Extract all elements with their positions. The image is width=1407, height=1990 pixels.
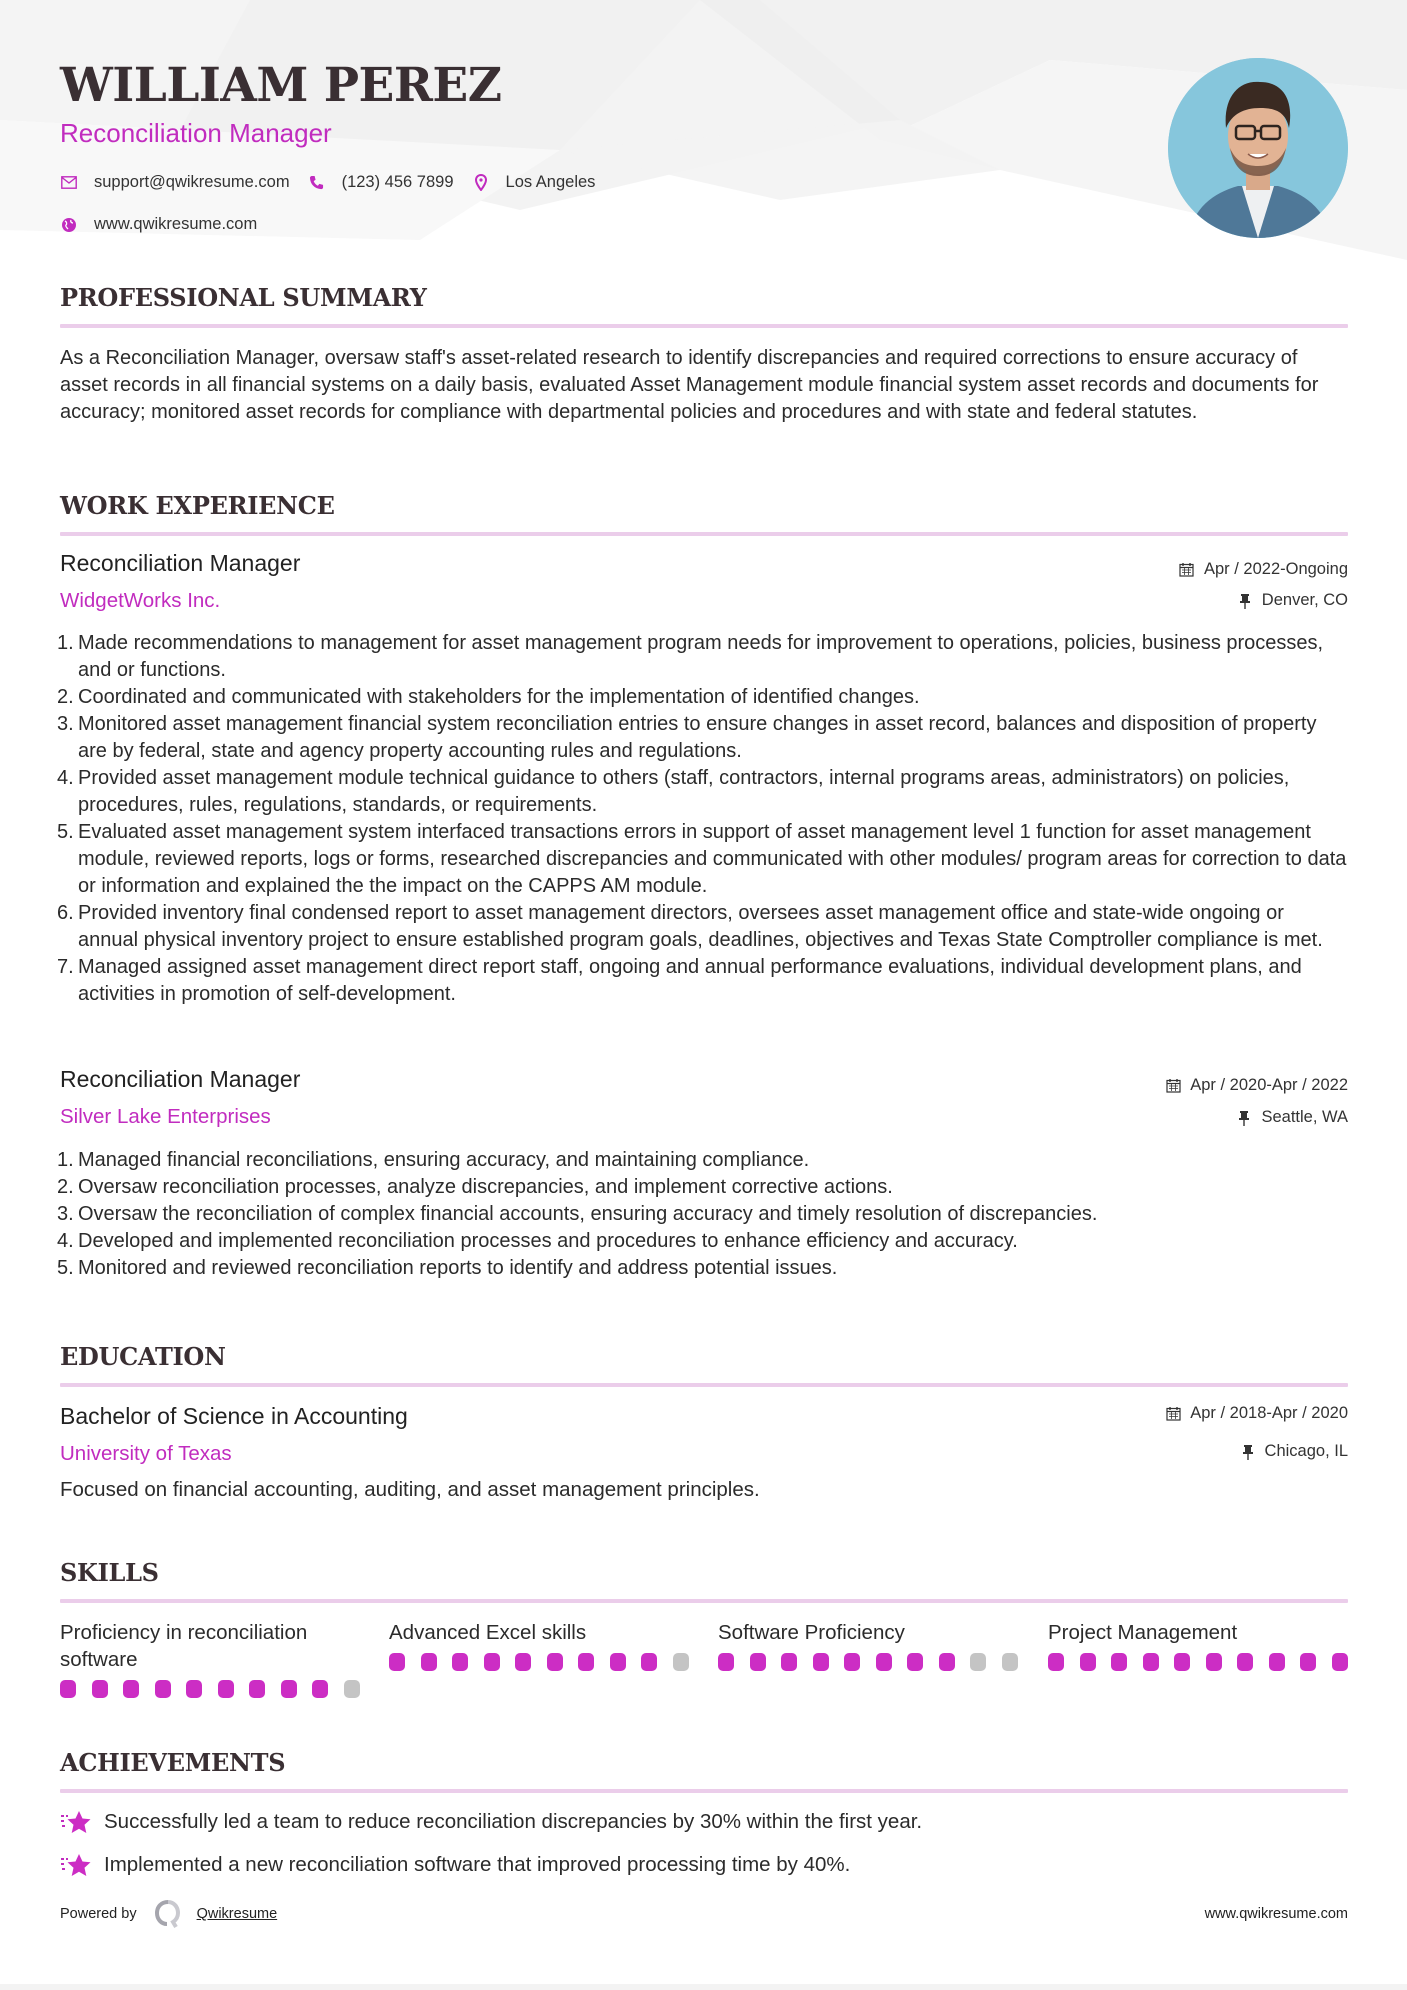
section-heading: PROFESSIONAL SUMMARY: [60, 283, 427, 312]
star-icon: [60, 1852, 92, 1878]
skill-dot-filled: [1080, 1653, 1096, 1671]
skill-dot-empty: [970, 1653, 986, 1671]
education-location: [1240, 1442, 1348, 1461]
skill-dot-filled: [452, 1653, 468, 1671]
skill-dot-filled: [249, 1680, 265, 1698]
skill-dot-filled: [1048, 1653, 1064, 1671]
skill-dot-filled: [876, 1653, 892, 1671]
skill-rating: [1048, 1653, 1348, 1671]
job-dates: [1165, 1076, 1348, 1095]
skill-name: Proficiency in reconciliation software: [60, 1621, 308, 1671]
list-item: 3. Oversaw the reconciliation of complex financial accounts, ensuring accuracy and timely resolution of discrepancies.: [57, 1203, 1098, 1225]
section-heading: ACHIEVEMENTS: [60, 1748, 286, 1777]
skill-rating: [60, 1680, 360, 1698]
skill-dot-filled: [92, 1680, 108, 1698]
contact-row: [60, 173, 595, 192]
summary-text: As a Reconciliation Manager, oversaw staff's asset-related research to identify discrepancies and required corrections to ensure accuracy of asset records in all financial systems on a daily basis, evaluated Asset Management module financial system asset records and documents for accuracy; monitored asset records for compliance with departmental policies and procedures and with state and federal statutes.: [60, 347, 1319, 423]
list-item: 4. Developed and implemented reconciliation processes and procedures to enhance efficiency and accuracy.: [57, 1230, 1018, 1252]
skill-dot-filled: [218, 1680, 234, 1698]
skill-rating: [718, 1653, 1018, 1671]
skill-dot-filled: [484, 1653, 500, 1671]
skill-dot-filled: [1206, 1653, 1222, 1671]
skill-dot-filled: [939, 1653, 955, 1671]
page-bottom-band: [0, 1984, 1407, 1990]
footer-website[interactable]: www.qwikresume.com: [1204, 1906, 1348, 1922]
skill-dot-filled: [547, 1653, 563, 1671]
skill-name: Project Management: [1048, 1621, 1238, 1644]
skill-dot-filled: [1332, 1653, 1348, 1671]
skill-dot-filled: [515, 1653, 531, 1671]
calendar-icon: [1165, 1078, 1181, 1094]
contact-row-2: [60, 215, 257, 234]
section-divider: [60, 1789, 1348, 1793]
skill-dot-filled: [1143, 1653, 1159, 1671]
achievement-text: Implemented a new reconciliation software that improved processing time by 40%.: [104, 1853, 851, 1876]
skill-dot-empty: [673, 1653, 689, 1671]
skill-dot-filled: [186, 1680, 202, 1698]
list-item: 2. Oversaw reconciliation processes, analyze discrepancies, and implement corrective actions.: [57, 1176, 893, 1198]
pushpin-icon: [1236, 1110, 1252, 1126]
skill-name: Software Proficiency: [718, 1621, 905, 1644]
job-title: Reconciliation Manager: [60, 1066, 301, 1092]
list-item: 1. Made recommendations to management for asset management program needs for improvement to operations, policies, business processes, and or functions.: [57, 632, 1324, 681]
company-name: WidgetWorks Inc.: [60, 589, 221, 612]
section-skills-header: [60, 1558, 1348, 1603]
envelope-icon: [60, 174, 78, 192]
skill-dot-filled: [312, 1680, 328, 1698]
section-heading: WORK EXPERIENCE: [60, 491, 335, 520]
skill-dot-filled: [718, 1653, 734, 1671]
powered-by: [60, 1899, 277, 1929]
globe-icon: [60, 216, 78, 234]
skill-dot-filled: [750, 1653, 766, 1671]
skill-item: [1048, 1619, 1348, 1671]
location-text: Denver, CO: [1261, 591, 1348, 609]
section-education-header: [60, 1342, 1348, 1387]
website-text: www.qwikresume.com: [94, 215, 258, 233]
job-dates: [1179, 560, 1348, 579]
phone-icon: [308, 174, 326, 192]
section-divider: [60, 324, 1348, 328]
skill-dot-filled: [155, 1680, 171, 1698]
skill-name: Advanced Excel skills: [389, 1621, 587, 1644]
dates-text: Apr / 2018-Apr / 2020: [1190, 1404, 1348, 1422]
section-achievements-header: [60, 1748, 1348, 1793]
section-heading: EDUCATION: [60, 1342, 226, 1371]
qwikresume-link[interactable]: Qwikresume: [196, 1906, 278, 1922]
phone-text: (123) 456 7899: [341, 173, 454, 191]
section-heading: SKILLS: [60, 1558, 159, 1587]
skill-dot-filled: [421, 1653, 437, 1671]
job-responsibilities: [57, 630, 1348, 1008]
skill-dot-filled: [907, 1653, 923, 1671]
pushpin-icon: [1237, 593, 1253, 609]
section-divider: [60, 532, 1348, 536]
section-divider: [60, 1383, 1348, 1387]
contact-email[interactable]: [60, 173, 290, 192]
dates-text: Apr / 2022-Ongoing: [1203, 560, 1348, 578]
calendar-icon: [1165, 1406, 1181, 1422]
skill-item: [60, 1619, 360, 1698]
skill-dot-filled: [781, 1653, 797, 1671]
skill-rating: [389, 1653, 689, 1671]
location-text: Los Angeles: [505, 173, 596, 191]
skill-dot-filled: [610, 1653, 626, 1671]
school-name: University of Texas: [60, 1442, 232, 1465]
skill-dot-filled: [123, 1680, 139, 1698]
skill-dot-filled: [60, 1680, 76, 1698]
list-item: 1. Managed financial reconciliations, ensuring accuracy, and maintaining compliance.: [57, 1149, 810, 1171]
location-text: Chicago, IL: [1264, 1442, 1348, 1460]
achievement-text: Successfully led a team to reduce reconciliation discrepancies by 30% within the first year.: [104, 1810, 923, 1833]
skill-dot-empty: [344, 1680, 360, 1698]
achievement-item: [60, 1809, 922, 1835]
map-pin-icon: [472, 174, 490, 192]
degree-title: Bachelor of Science in Accounting: [60, 1403, 408, 1429]
skill-dot-filled: [1237, 1653, 1253, 1671]
calendar-icon: [1179, 562, 1195, 578]
skill-dot-filled: [281, 1680, 297, 1698]
contact-location: [472, 173, 596, 192]
profile-photo: [1168, 58, 1348, 238]
qwikresume-logo-icon: [153, 1899, 183, 1929]
skill-dot-filled: [1174, 1653, 1190, 1671]
email-text: support@qwikresume.com: [94, 173, 290, 191]
job-location: [1236, 1108, 1348, 1127]
list-item: 3. Monitored asset management financial system reconciliation entries to ensure changes in asset record, balances and disposition of property are by federal, state and agency property accounting rules and regulations.: [57, 713, 1317, 762]
section-divider: [60, 1599, 1348, 1603]
education-dates: [1165, 1404, 1348, 1423]
location-text: Seattle, WA: [1261, 1108, 1348, 1126]
list-item: 6. Provided inventory final condensed report to asset management directors, oversees asset management office and state-wide ongoing or annual physical inventory project to ensure established program goals, deadlines, objectives and Texas State Comptroller compliance is met.: [57, 902, 1323, 951]
section-experience-header: [60, 491, 1348, 536]
star-icon: [60, 1809, 92, 1835]
list-item: 7. Managed assigned asset management direct report staff, ongoing and annual performance evaluations, individual development plans, and activities in promotion of self-development.: [57, 956, 1302, 1005]
list-item: 4. Provided asset management module technical guidance to others (staff, contractors, internal programs areas, administrators) on policies, procedures, rules, regulations, standards, or requirements.: [57, 767, 1290, 816]
education-description: Focused on financial accounting, auditing, and asset management principles.: [60, 1478, 760, 1501]
list-item: 5. Evaluated asset management system interfaced transactions errors in support of asset management level 1 function for asset management module, reviewed reports, logs or forms, researched discrepancies and communicated with other modules/ program areas for correction to data or information and explained the the impact on the CAPPS AM module.: [57, 821, 1347, 897]
skill-dot-filled: [1300, 1653, 1316, 1671]
list-item: 2. Coordinated and communicated with stakeholders for the implementation of identified changes.: [57, 686, 920, 708]
skill-dot-empty: [1002, 1653, 1018, 1671]
dates-text: Apr / 2020-Apr / 2022: [1190, 1076, 1348, 1094]
achievement-item: [60, 1852, 850, 1878]
skill-dot-filled: [641, 1653, 657, 1671]
candidate-title: Reconciliation Manager: [60, 118, 332, 148]
contact-website[interactable]: [60, 215, 257, 234]
skill-item: [718, 1619, 1018, 1671]
skill-dot-filled: [1269, 1653, 1285, 1671]
skill-dot-filled: [813, 1653, 829, 1671]
powered-by-label: Powered by: [60, 1906, 137, 1922]
candidate-name: WILLIAM PEREZ: [60, 58, 502, 113]
job-location: [1237, 591, 1348, 610]
section-summary-header: [60, 283, 1348, 328]
skill-dot-filled: [1111, 1653, 1127, 1671]
job-responsibilities: [57, 1147, 1348, 1282]
job-title: Reconciliation Manager: [60, 550, 301, 576]
list-item: 5. Monitored and reviewed reconciliation reports to identify and address potential issues.: [57, 1257, 838, 1279]
company-name: Silver Lake Enterprises: [60, 1105, 271, 1128]
pushpin-icon: [1240, 1444, 1256, 1460]
skill-dot-filled: [389, 1653, 405, 1671]
skill-item: [389, 1619, 689, 1671]
contact-phone[interactable]: [308, 173, 454, 192]
skill-dot-filled: [578, 1653, 594, 1671]
skill-dot-filled: [844, 1653, 860, 1671]
